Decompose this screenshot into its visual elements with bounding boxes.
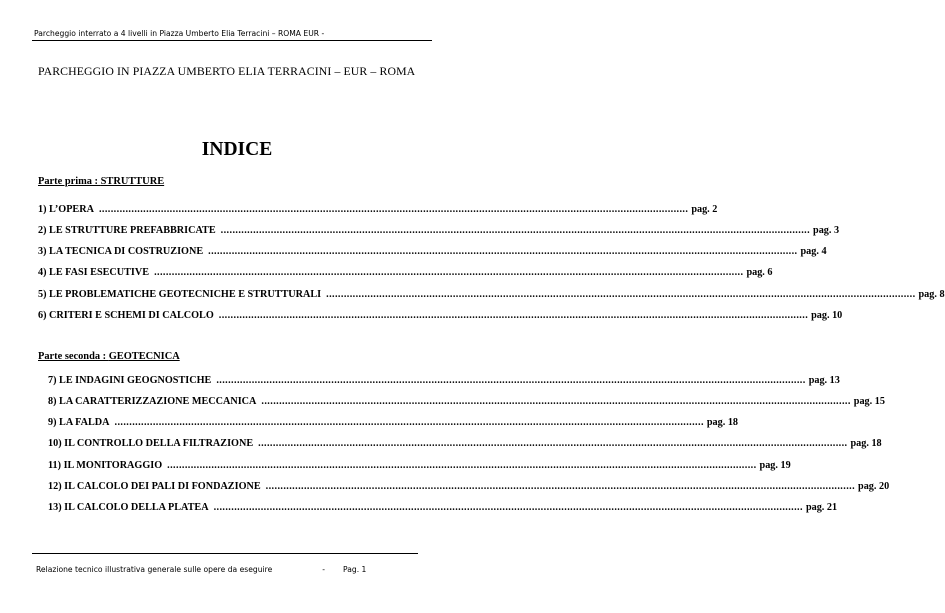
- running-header: [32, 28, 432, 41]
- toc-leader-dots: ........................................................................................................................................................................................................: [220, 225, 811, 236]
- footer-divider: [32, 553, 418, 554]
- toc-entry-page: pag. 19: [759, 460, 791, 471]
- footer-page-number: Pag. 1: [343, 565, 367, 574]
- section-heading-text: Parte prima :: [38, 176, 101, 187]
- toc-leader-dots: ........................................................................................................................................................................................................: [154, 267, 744, 278]
- toc-leader-dots: ........................................................................................................................................................................................................: [216, 375, 806, 386]
- toc-entry-page: pag. 21: [805, 502, 838, 513]
- toc-entry-label: 1) L’OPERA: [38, 204, 94, 215]
- section-heading-strutture: [38, 176, 164, 187]
- toc-entry-page: pag. 15: [853, 396, 885, 407]
- section-heading-name: GEOTECNICA: [108, 351, 180, 362]
- toc-leader-dots: ........................................................................................................................................................................................................: [114, 417, 704, 428]
- toc-entry-label: 13) IL CALCOLO DELLA PLATEA: [48, 502, 209, 513]
- document-title: PARCHEGGIO IN PIAZZA UMBERTO ELIA TERRACINI – EUR – ROMA: [38, 64, 416, 78]
- toc-leader-dots: ........................................................................................................................................................................................................: [258, 438, 848, 449]
- toc-entry-page: pag. 20: [858, 481, 890, 492]
- toc-leader-dots: ........................................................................................................................................................................................................: [213, 502, 803, 513]
- toc-entry[interactable]: [48, 416, 739, 430]
- toc-entry[interactable]: [48, 437, 882, 451]
- footer-dash: -: [322, 565, 326, 574]
- toc-entry[interactable]: [48, 459, 791, 473]
- section-heading-geotecnica: [38, 351, 180, 362]
- section-heading-name: STRUTTURE: [100, 176, 165, 187]
- toc-leader-dots: ........................................................................................................................................................................................................: [167, 460, 757, 471]
- toc-leader-dots: ........................................................................................................................................................................................................: [218, 310, 809, 321]
- toc-entry[interactable]: [38, 245, 827, 259]
- toc-entry-page: pag. 18: [850, 438, 882, 449]
- toc-entry-label: 6) CRITERI E SCHEMI DI CALCOLO: [38, 310, 214, 321]
- toc-entry-page: pag. 13: [808, 375, 840, 386]
- toc-entry[interactable]: [38, 266, 773, 280]
- toc-entry-label: 5) LE PROBLEMATICHE GEOTECNICHE E STRUTTURALI: [38, 289, 322, 300]
- toc-entry[interactable]: [38, 288, 945, 302]
- running-footer: [36, 565, 367, 574]
- toc-entry-label: 9) LA FALDA: [48, 417, 110, 428]
- toc-entry-label: 2) LE STRUTTURE PREFABBRICATE: [38, 225, 216, 236]
- toc-entry[interactable]: [48, 374, 840, 388]
- running-header-text: Parcheggio interrato a 4 livelli in Piazza Umberto Elia Terracini – ROMA EUR -: [34, 29, 325, 38]
- index-heading: INDICE: [201, 139, 273, 160]
- toc-entry-label: 11) IL MONITORAGGIO: [48, 460, 163, 471]
- footer-text: Relazione tecnico illustrativa generale sulle opere da eseguire: [36, 565, 273, 574]
- toc-entry-page: pag. 4: [800, 246, 827, 257]
- toc-leader-dots: ........................................................................................................................................................................................................: [261, 396, 851, 407]
- toc-leader-dots: ........................................................................................................................................................................................................: [265, 481, 856, 492]
- toc-entry-page: pag. 8: [918, 289, 945, 300]
- toc-entry-label: 7) LE INDAGINI GEOGNOSTICHE: [48, 375, 212, 386]
- toc-entry[interactable]: [48, 501, 838, 515]
- toc-entry-page: pag. 18: [706, 417, 739, 428]
- toc-entry-label: 3) LA TECNICA DI COSTRUZIONE: [38, 246, 204, 257]
- toc-entry-page: pag. 3: [813, 225, 840, 236]
- toc-entry-label: 12) IL CALCOLO DEI PALI DI FONDAZIONE: [48, 481, 261, 492]
- toc-entry[interactable]: [38, 224, 840, 238]
- toc-leader-dots: ........................................................................................................................................................................................................: [326, 289, 916, 300]
- toc-entry[interactable]: [38, 309, 843, 323]
- toc-entry[interactable]: [48, 480, 890, 494]
- toc-entry-page: pag. 10: [811, 310, 843, 321]
- toc-entry[interactable]: [48, 395, 885, 409]
- toc-leader-dots: ........................................................................................................................................................................................................: [98, 204, 689, 215]
- section-heading-text: Parte seconda :: [38, 351, 109, 362]
- toc-entry-label: 10) IL CONTROLLO DELLA FILTRAZIONE: [48, 438, 254, 449]
- toc-entry[interactable]: [38, 203, 718, 217]
- toc-entry-label: 8) LA CARATTERIZZAZIONE MECCANICA: [48, 396, 257, 407]
- toc-leader-dots: ........................................................................................................................................................................................................: [208, 246, 798, 257]
- toc-entry-page: pag. 6: [746, 267, 773, 278]
- toc-entry-page: pag. 2: [691, 204, 718, 215]
- toc-entry-label: 4) LE FASI ESECUTIVE: [38, 267, 150, 278]
